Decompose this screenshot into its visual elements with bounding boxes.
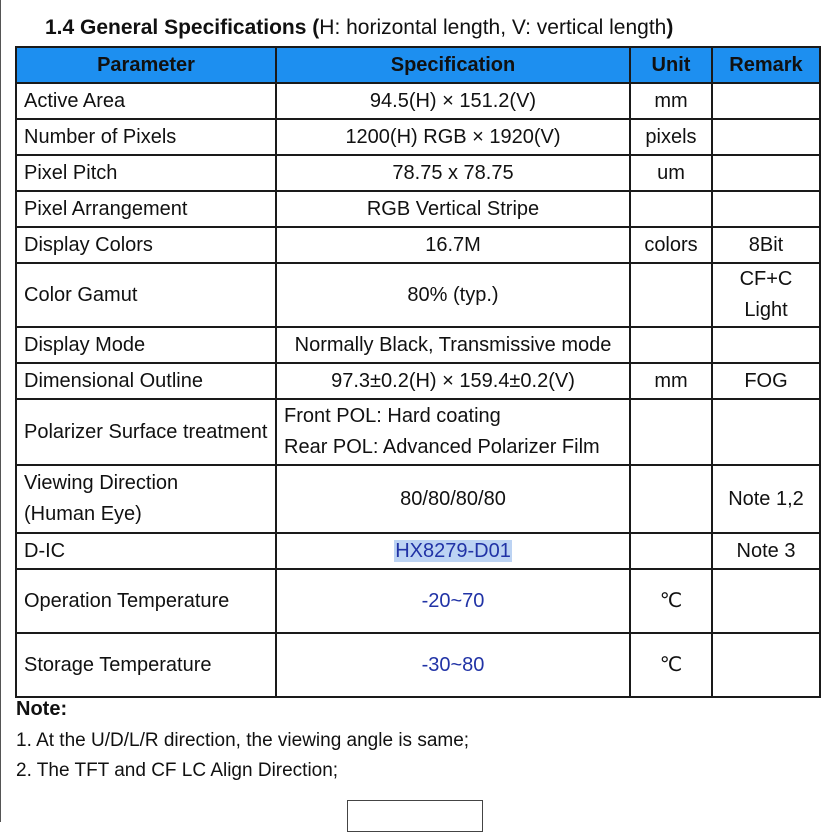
- page-left-border: [0, 0, 1, 822]
- heading-description: H: horizontal length, V: vertical length: [319, 16, 667, 39]
- table-row: [16, 399, 820, 465]
- table-row: [16, 227, 820, 263]
- cell-spec: 97.3±0.2(H) × 159.4±0.2(V): [276, 363, 630, 399]
- selected-text-highlight[interactable]: HX8279-D01: [395, 540, 511, 562]
- cell-unit: ℃: [630, 569, 712, 633]
- cell-param: Color Gamut: [16, 263, 276, 327]
- notes-title: Note:: [16, 698, 68, 720]
- cell-remark: FOG: [712, 363, 820, 399]
- param-line: (Human Eye): [24, 503, 142, 525]
- cell-param: [16, 465, 276, 533]
- col-header-unit: Unit: [630, 47, 712, 83]
- section-heading: [45, 16, 673, 40]
- cell-param: Dimensional Outline: [16, 363, 276, 399]
- cell-param: Storage Temperature: [16, 633, 276, 697]
- cell-remark: [712, 569, 820, 633]
- cell-remark: Note 3: [712, 533, 820, 569]
- cell-spec: [276, 533, 630, 569]
- col-header-specification: Specification: [276, 47, 630, 83]
- cell-unit: [630, 399, 712, 465]
- spec-table: [15, 46, 821, 698]
- cell-remark: [712, 399, 820, 465]
- cell-remark: [712, 327, 820, 363]
- table-row: [16, 119, 820, 155]
- cell-spec: 16.7M: [276, 227, 630, 263]
- cell-unit: ℃: [630, 633, 712, 697]
- table-row: [16, 569, 820, 633]
- cell-unit: [630, 191, 712, 227]
- cell-spec: 80/80/80/80: [276, 465, 630, 533]
- cell-param: Number of Pixels: [16, 119, 276, 155]
- remark-line: CF+C: [739, 268, 793, 290]
- cell-remark: Note 1,2: [712, 465, 820, 533]
- cell-unit: mm: [630, 83, 712, 119]
- cell-spec: 80% (typ.): [276, 263, 630, 327]
- cell-param: Operation Temperature: [16, 569, 276, 633]
- table-row: [16, 191, 820, 227]
- cell-param: Active Area: [16, 83, 276, 119]
- cell-unit: colors: [630, 227, 712, 263]
- cell-unit: pixels: [630, 119, 712, 155]
- cell-param: Display Mode: [16, 327, 276, 363]
- remark-line: Light: [744, 299, 788, 321]
- cell-remark: [712, 633, 820, 697]
- cell-unit: [630, 263, 712, 327]
- cell-remark: [712, 155, 820, 191]
- cell-spec: -20~70: [276, 569, 630, 633]
- cell-spec: -30~80: [276, 633, 630, 697]
- cell-spec: Normally Black, Transmissive mode: [276, 327, 630, 363]
- note-item: 2. The TFT and CF LC Align Direction;: [16, 760, 339, 781]
- table-row: [16, 327, 820, 363]
- cell-param: D-IC: [16, 533, 276, 569]
- spec-line: Front POL: Hard coating: [284, 405, 501, 427]
- cell-param: Pixel Arrangement: [16, 191, 276, 227]
- cell-spec: [276, 399, 630, 465]
- table-row: [16, 465, 820, 533]
- cell-unit: mm: [630, 363, 712, 399]
- table-row: [16, 83, 820, 119]
- table-row: [16, 263, 820, 327]
- note-item: 1. At the U/D/L/R direction, the viewing angle is same;: [16, 730, 470, 751]
- cell-remark: [712, 191, 820, 227]
- cell-remark: [712, 83, 820, 119]
- spec-line: Rear POL: Advanced Polarizer Film: [284, 436, 600, 458]
- table-row: [16, 363, 820, 399]
- table-row: [16, 533, 820, 569]
- cell-remark: [712, 263, 820, 327]
- cell-unit: [630, 465, 712, 533]
- cell-remark: [712, 119, 820, 155]
- cell-spec: 94.5(H) × 151.2(V): [276, 83, 630, 119]
- cell-remark: 8Bit: [712, 227, 820, 263]
- table-header-row: [16, 47, 820, 83]
- col-header-remark: Remark: [712, 47, 820, 83]
- cell-unit: [630, 327, 712, 363]
- col-header-parameter: Parameter: [16, 47, 276, 83]
- table-row: [16, 155, 820, 191]
- cell-unit: [630, 533, 712, 569]
- heading-close: ): [666, 16, 674, 39]
- cell-param: Display Colors: [16, 227, 276, 263]
- table-row: [16, 633, 820, 697]
- cell-param: Polarizer Surface treatment: [16, 399, 276, 465]
- cell-param: Pixel Pitch: [16, 155, 276, 191]
- heading-number-title: 1.4 General Specifications (: [45, 16, 320, 39]
- cell-spec: RGB Vertical Stripe: [276, 191, 630, 227]
- cell-spec: 78.75 x 78.75: [276, 155, 630, 191]
- param-line: Viewing Direction: [24, 472, 179, 494]
- figure-frame: [347, 800, 483, 832]
- cell-unit: um: [630, 155, 712, 191]
- cell-spec: 1200(H) RGB × 1920(V): [276, 119, 630, 155]
